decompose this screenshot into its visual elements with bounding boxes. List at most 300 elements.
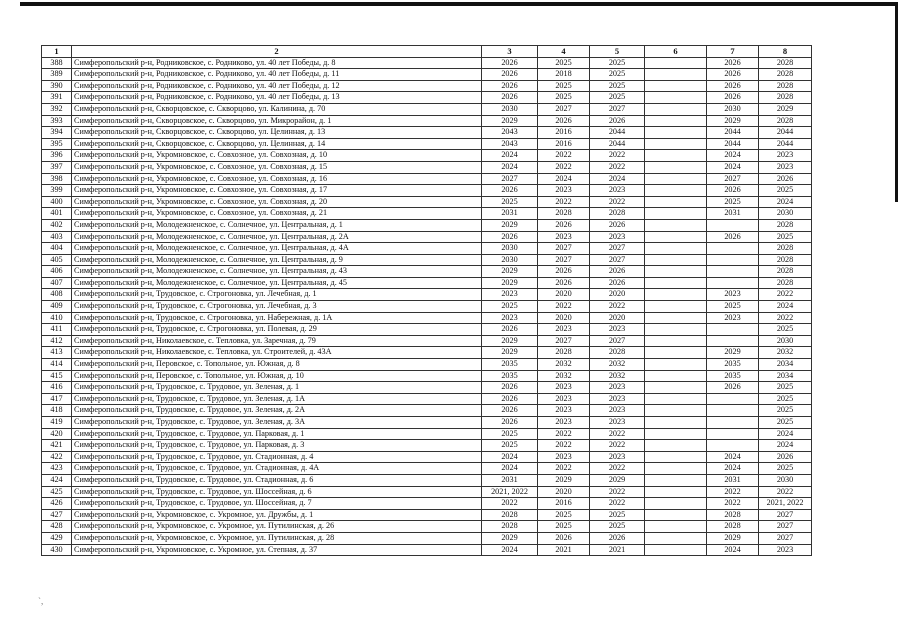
col3-cell: 2029 (482, 266, 538, 278)
col8-cell: 2024 (759, 301, 812, 313)
col4-cell: 2022 (538, 301, 590, 313)
col6-cell (645, 196, 707, 208)
col5-cell: 2023 (590, 231, 645, 243)
address-cell: Симферопольский р-н, Трудовское, с. Трудовое, ул. Зеленая, д. 1 (72, 382, 482, 394)
address-cell: Симферопольский р-н, Родниковское, с. Родниково, ул. 40 лет Победы, д. 12 (72, 80, 482, 92)
col4-cell: 2023 (538, 451, 590, 463)
col3-cell: 2029 (482, 347, 538, 359)
col8-cell: 2025 (759, 185, 812, 197)
col4-cell: 2025 (538, 80, 590, 92)
col3-cell: 2026 (482, 382, 538, 394)
col3-cell: 2023 (482, 289, 538, 301)
col6-cell (645, 463, 707, 475)
table-row (42, 69, 812, 81)
col7-cell: 2035 (707, 370, 759, 382)
col4-cell: 2032 (538, 370, 590, 382)
col6-cell (645, 370, 707, 382)
col3-cell: 2024 (482, 451, 538, 463)
table-body (42, 57, 812, 556)
col4-cell: 2020 (538, 312, 590, 324)
col6-cell (645, 509, 707, 521)
table-row (42, 103, 812, 115)
col7-cell: 2026 (707, 92, 759, 104)
col8-cell: 2025 (759, 463, 812, 475)
col8-cell: 2027 (759, 521, 812, 533)
address-cell: Симферопольский р-н, Трудовское, с. Трудовое, ул. Шоссейная, д. 7 (72, 498, 482, 510)
address-cell: Симферопольский р-н, Трудовское, с. Трудовое, ул. Парковая, д. 3 (72, 440, 482, 452)
row-number-cell: 427 (42, 509, 72, 521)
col3-cell: 2029 (482, 277, 538, 289)
row-number-cell: 419 (42, 417, 72, 429)
col7-cell (707, 335, 759, 347)
col5-cell: 2022 (590, 440, 645, 452)
address-cell: Симферопольский р-н, Трудовское, с. Трудовое, ул. Зеленая, д. 3А (72, 417, 482, 429)
address-cell: Симферопольский р-н, Родниковское, с. Родниково, ул. 40 лет Победы, д. 8 (72, 57, 482, 69)
address-cell: Симферопольский р-н, Укромновское, с. Совхозное, ул. Совхозная, д. 17 (72, 185, 482, 197)
col7-cell: 2027 (707, 173, 759, 185)
col3-cell: 2029 (482, 219, 538, 231)
row-number-cell: 420 (42, 428, 72, 440)
col8-cell: 2025 (759, 405, 812, 417)
col8-cell: 2022 (759, 312, 812, 324)
row-number-cell: 396 (42, 150, 72, 162)
address-cell: Симферопольский р-н, Трудовское, с. Трудовое, ул. Стадионная, д. 4 (72, 451, 482, 463)
col7-cell: 2025 (707, 196, 759, 208)
row-number-cell: 404 (42, 243, 72, 255)
row-number-cell: 393 (42, 115, 72, 127)
address-cell: Симферопольский р-н, Трудовское, с. Трудовое, ул. Парковая, д. 1 (72, 428, 482, 440)
col4-cell: 2032 (538, 359, 590, 371)
col7-cell: 2022 (707, 498, 759, 510)
col7-cell: 2028 (707, 509, 759, 521)
col5-cell: 2027 (590, 243, 645, 255)
row-number-cell: 406 (42, 266, 72, 278)
row-number-cell: 413 (42, 347, 72, 359)
col4-cell: 2022 (538, 196, 590, 208)
column-header-1: 1 (42, 46, 72, 58)
col8-cell: 2024 (759, 428, 812, 440)
table-row (42, 335, 812, 347)
col8-cell: 2025 (759, 324, 812, 336)
table-row (42, 254, 812, 266)
col5-cell: 2022 (590, 498, 645, 510)
row-number-cell: 418 (42, 405, 72, 417)
col4-cell: 2026 (538, 115, 590, 127)
col5-cell: 2028 (590, 208, 645, 220)
col7-cell (707, 266, 759, 278)
address-cell: Симферопольский р-н, Укромновское, с. Укромное, ул. Дружбы, д. 1 (72, 509, 482, 521)
col5-cell: 2026 (590, 532, 645, 544)
row-number-cell: 397 (42, 161, 72, 173)
col8-cell: 2032 (759, 347, 812, 359)
col3-cell: 2026 (482, 80, 538, 92)
table-row (42, 382, 812, 394)
row-number-cell: 422 (42, 451, 72, 463)
table-row (42, 521, 812, 533)
row-number-cell: 391 (42, 92, 72, 104)
col8-cell: 2028 (759, 219, 812, 231)
col8-cell: 2022 (759, 486, 812, 498)
col4-cell: 2020 (538, 486, 590, 498)
col6-cell (645, 254, 707, 266)
col5-cell: 2044 (590, 138, 645, 150)
row-number-cell: 429 (42, 532, 72, 544)
col3-cell: 2023 (482, 312, 538, 324)
col6-cell (645, 335, 707, 347)
col4-cell: 2022 (538, 440, 590, 452)
address-cell: Симферопольский р-н, Скворцовское, с. Скворцово, ул. Калинина, д. 70 (72, 103, 482, 115)
col7-cell: 2024 (707, 150, 759, 162)
col6-cell (645, 301, 707, 313)
col5-cell: 2022 (590, 463, 645, 475)
table-row (42, 428, 812, 440)
table-row (42, 289, 812, 301)
col8-cell: 2024 (759, 196, 812, 208)
row-number-cell: 425 (42, 486, 72, 498)
col7-cell: 2022 (707, 486, 759, 498)
col3-cell: 2035 (482, 359, 538, 371)
col6-cell (645, 532, 707, 544)
col8-cell: 2044 (759, 127, 812, 139)
col4-cell: 2023 (538, 382, 590, 394)
col3-cell: 2026 (482, 231, 538, 243)
address-cell: Симферопольский р-н, Трудовское, с. Трудовое, ул. Стадионная, д. 4А (72, 463, 482, 475)
col7-cell (707, 219, 759, 231)
col5-cell: 2022 (590, 150, 645, 162)
col4-cell: 2018 (538, 69, 590, 81)
col7-cell (707, 277, 759, 289)
col6-cell (645, 231, 707, 243)
col3-cell: 2043 (482, 138, 538, 150)
col5-cell: 2025 (590, 57, 645, 69)
col4-cell: 2027 (538, 254, 590, 266)
col5-cell: 2029 (590, 474, 645, 486)
col5-cell: 2020 (590, 289, 645, 301)
col7-cell: 2044 (707, 138, 759, 150)
row-number-cell: 416 (42, 382, 72, 394)
col5-cell: 2027 (590, 103, 645, 115)
col5-cell: 2022 (590, 486, 645, 498)
table-row (42, 463, 812, 475)
row-number-cell: 400 (42, 196, 72, 208)
col3-cell: 2026 (482, 57, 538, 69)
col4-cell: 2020 (538, 289, 590, 301)
column-header-8: 8 (759, 46, 812, 58)
table-row (42, 405, 812, 417)
col4-cell: 2024 (538, 173, 590, 185)
col7-cell: 2023 (707, 312, 759, 324)
col6-cell (645, 115, 707, 127)
col6-cell (645, 138, 707, 150)
table-row (42, 243, 812, 255)
col5-cell: 2027 (590, 254, 645, 266)
table-row (42, 231, 812, 243)
col4-cell: 2016 (538, 498, 590, 510)
row-number-cell: 389 (42, 69, 72, 81)
col3-cell: 2043 (482, 127, 538, 139)
table-row (42, 196, 812, 208)
row-number-cell: 430 (42, 544, 72, 556)
col8-cell: 2025 (759, 417, 812, 429)
col6-cell (645, 440, 707, 452)
col5-cell: 2023 (590, 405, 645, 417)
row-number-cell: 403 (42, 231, 72, 243)
col6-cell (645, 347, 707, 359)
col7-cell: 2026 (707, 80, 759, 92)
col7-cell: 2024 (707, 463, 759, 475)
col7-cell (707, 324, 759, 336)
table-row (42, 115, 812, 127)
col3-cell: 2030 (482, 103, 538, 115)
table-row (42, 185, 812, 197)
row-number-cell: 390 (42, 80, 72, 92)
col6-cell (645, 417, 707, 429)
row-number-cell: 394 (42, 127, 72, 139)
col3-cell: 2028 (482, 509, 538, 521)
col7-cell: 2029 (707, 532, 759, 544)
col4-cell: 2025 (538, 92, 590, 104)
col8-cell: 2044 (759, 138, 812, 150)
column-header-3: 3 (482, 46, 538, 58)
row-number-cell: 407 (42, 277, 72, 289)
col4-cell: 2027 (538, 335, 590, 347)
table-row (42, 312, 812, 324)
table-row (42, 486, 812, 498)
col7-cell (707, 428, 759, 440)
col3-cell: 2026 (482, 324, 538, 336)
address-cell: Симферопольский р-н, Молодежненское, с. Солнечное, ул. Центральная, д. 45 (72, 277, 482, 289)
col3-cell: 2026 (482, 69, 538, 81)
col5-cell: 2022 (590, 428, 645, 440)
col8-cell: 2027 (759, 532, 812, 544)
col5-cell: 2026 (590, 219, 645, 231)
col3-cell: 2024 (482, 161, 538, 173)
col8-cell: 2034 (759, 359, 812, 371)
col8-cell: 2028 (759, 277, 812, 289)
col4-cell: 2023 (538, 231, 590, 243)
col4-cell: 2016 (538, 138, 590, 150)
col7-cell: 2031 (707, 208, 759, 220)
col5-cell: 2025 (590, 69, 645, 81)
col8-cell: 2022 (759, 289, 812, 301)
col5-cell: 2026 (590, 266, 645, 278)
address-cell: Симферопольский р-н, Трудовское, с. Строгоновка, ул. Лечебная, д. 1 (72, 289, 482, 301)
address-cell: Симферопольский р-н, Укромновское, с. Совхозное, ул. Совхозная, д. 10 (72, 150, 482, 162)
table-row (42, 393, 812, 405)
col8-cell: 2028 (759, 254, 812, 266)
column-header-7: 7 (707, 46, 759, 58)
col3-cell: 2024 (482, 544, 538, 556)
col8-cell: 2023 (759, 150, 812, 162)
col7-cell: 2024 (707, 161, 759, 173)
address-cell: Симферопольский р-н, Трудовское, с. Трудовое, ул. Зеленая, д. 1А (72, 393, 482, 405)
col8-cell: 2025 (759, 382, 812, 394)
col3-cell: 2031 (482, 208, 538, 220)
col8-cell: 2029 (759, 103, 812, 115)
table-row (42, 80, 812, 92)
col7-cell: 2026 (707, 69, 759, 81)
col8-cell: 2028 (759, 92, 812, 104)
address-cell: Симферопольский р-н, Укромновское, с. Совхозное, ул. Совхозная, д. 20 (72, 196, 482, 208)
col6-cell (645, 393, 707, 405)
row-number-cell: 399 (42, 185, 72, 197)
address-cell: Симферопольский р-н, Родниковское, с. Родниково, ул. 40 лет Победы, д. 11 (72, 69, 482, 81)
col3-cell: 2029 (482, 115, 538, 127)
col6-cell (645, 544, 707, 556)
row-number-cell: 424 (42, 474, 72, 486)
address-cell: Симферопольский р-н, Укромновское, с. Совхозное, ул. Совхозная, д. 16 (72, 173, 482, 185)
col5-cell: 2025 (590, 509, 645, 521)
address-cell: Симферопольский р-н, Трудовское, с. Строгоновка, ул. Лечебная, д. 3 (72, 301, 482, 313)
address-cell: Симферопольский р-н, Молодежненское, с. Солнечное, ул. Центральная, д. 4А (72, 243, 482, 255)
row-number-cell: 414 (42, 359, 72, 371)
col6-cell (645, 266, 707, 278)
col4-cell: 2029 (538, 474, 590, 486)
col7-cell: 2025 (707, 301, 759, 313)
col3-cell: 2024 (482, 150, 538, 162)
col8-cell: 2028 (759, 57, 812, 69)
col7-cell: 2028 (707, 521, 759, 533)
col6-cell (645, 219, 707, 231)
col4-cell: 2023 (538, 393, 590, 405)
row-number-cell: 405 (42, 254, 72, 266)
row-number-cell: 408 (42, 289, 72, 301)
col6-cell (645, 312, 707, 324)
address-cell: Симферопольский р-н, Трудовское, с. Трудовое, ул. Стадионная, д. 6 (72, 474, 482, 486)
col3-cell: 2027 (482, 173, 538, 185)
col4-cell: 2016 (538, 127, 590, 139)
col8-cell: 2028 (759, 69, 812, 81)
col3-cell: 2026 (482, 92, 538, 104)
col7-cell: 2030 (707, 103, 759, 115)
col4-cell: 2021 (538, 544, 590, 556)
col7-cell: 2031 (707, 474, 759, 486)
col5-cell: 2026 (590, 277, 645, 289)
col4-cell: 2025 (538, 521, 590, 533)
col3-cell: 2025 (482, 301, 538, 313)
col8-cell: 2026 (759, 173, 812, 185)
col6-cell (645, 185, 707, 197)
col5-cell: 2022 (590, 301, 645, 313)
col5-cell: 2021 (590, 544, 645, 556)
table-row (42, 127, 812, 139)
col6-cell (645, 451, 707, 463)
col4-cell: 2023 (538, 185, 590, 197)
col3-cell: 2029 (482, 335, 538, 347)
col3-cell: 2031 (482, 474, 538, 486)
row-number-cell: 411 (42, 324, 72, 336)
col8-cell: 2021, 2022 (759, 498, 812, 510)
table-row (42, 92, 812, 104)
address-cell: Симферопольский р-н, Укромновское, с. Укромное, ул. Степная, д. 37 (72, 544, 482, 556)
col8-cell: 2025 (759, 231, 812, 243)
row-number-cell: 421 (42, 440, 72, 452)
col7-cell: 2026 (707, 231, 759, 243)
col8-cell: 2034 (759, 370, 812, 382)
col3-cell: 2026 (482, 185, 538, 197)
table-row (42, 208, 812, 220)
table-row (42, 359, 812, 371)
col5-cell: 2023 (590, 393, 645, 405)
address-cell: Симферопольский р-н, Молодежненское, с. Солнечное, ул. Центральная, д. 2А (72, 231, 482, 243)
col3-cell: 2028 (482, 521, 538, 533)
col8-cell: 2024 (759, 440, 812, 452)
col5-cell: 2025 (590, 80, 645, 92)
col3-cell: 2029 (482, 532, 538, 544)
row-number-cell: 392 (42, 103, 72, 115)
col8-cell: 2030 (759, 335, 812, 347)
col6-cell (645, 521, 707, 533)
col4-cell: 2025 (538, 57, 590, 69)
col6-cell (645, 289, 707, 301)
col6-cell (645, 92, 707, 104)
table-row (42, 474, 812, 486)
row-number-cell: 423 (42, 463, 72, 475)
col5-cell: 2023 (590, 185, 645, 197)
col8-cell: 2026 (759, 451, 812, 463)
address-cell: Симферопольский р-н, Скворцовское, с. Скворцово, ул. Микрорайон, д. 1 (72, 115, 482, 127)
address-cell: Симферопольский р-н, Укромновское, с. Укромное, ул. Путилинская, д. 26 (72, 521, 482, 533)
table-row (42, 347, 812, 359)
address-cell: Симферопольский р-н, Родниковское, с. Родниково, ул. 40 лет Победы, д. 13 (72, 92, 482, 104)
row-number-cell: 412 (42, 335, 72, 347)
col7-cell (707, 440, 759, 452)
row-number-cell: 426 (42, 498, 72, 510)
address-cell: Симферопольский р-н, Молодежненское, с. Солнечное, ул. Центральная, д. 1 (72, 219, 482, 231)
col8-cell: 2028 (759, 115, 812, 127)
col7-cell: 2044 (707, 127, 759, 139)
col4-cell: 2026 (538, 219, 590, 231)
col8-cell: 2025 (759, 393, 812, 405)
row-number-cell: 395 (42, 138, 72, 150)
address-cell: Симферопольский р-н, Трудовское, с. Строгоновка, ул. Полевая, д. 29 (72, 324, 482, 336)
table-row (42, 532, 812, 544)
column-header-2: 2 (72, 46, 482, 58)
col7-cell: 2023 (707, 289, 759, 301)
col5-cell: 2023 (590, 417, 645, 429)
col3-cell: 2030 (482, 243, 538, 255)
table-row (42, 173, 812, 185)
col7-cell (707, 254, 759, 266)
table-row (42, 138, 812, 150)
col5-cell: 2025 (590, 521, 645, 533)
col7-cell: 2024 (707, 451, 759, 463)
address-cell: Симферопольский р-н, Скворцовское, с. Скворцово, ул. Целинная, д. 14 (72, 138, 482, 150)
col3-cell: 2025 (482, 440, 538, 452)
col6-cell (645, 69, 707, 81)
col3-cell: 2026 (482, 393, 538, 405)
col7-cell: 2029 (707, 347, 759, 359)
col6-cell (645, 173, 707, 185)
col6-cell (645, 161, 707, 173)
col3-cell: 2025 (482, 428, 538, 440)
col6-cell (645, 243, 707, 255)
col5-cell: 2022 (590, 196, 645, 208)
header-row (42, 46, 812, 58)
col6-cell (645, 150, 707, 162)
col3-cell: 2026 (482, 405, 538, 417)
table-row (42, 277, 812, 289)
table-row (42, 451, 812, 463)
table-row (42, 440, 812, 452)
col4-cell: 2022 (538, 463, 590, 475)
table-row (42, 544, 812, 556)
col5-cell: 2026 (590, 115, 645, 127)
table-row (42, 509, 812, 521)
column-header-4: 4 (538, 46, 590, 58)
col7-cell: 2035 (707, 359, 759, 371)
col8-cell: 2023 (759, 544, 812, 556)
